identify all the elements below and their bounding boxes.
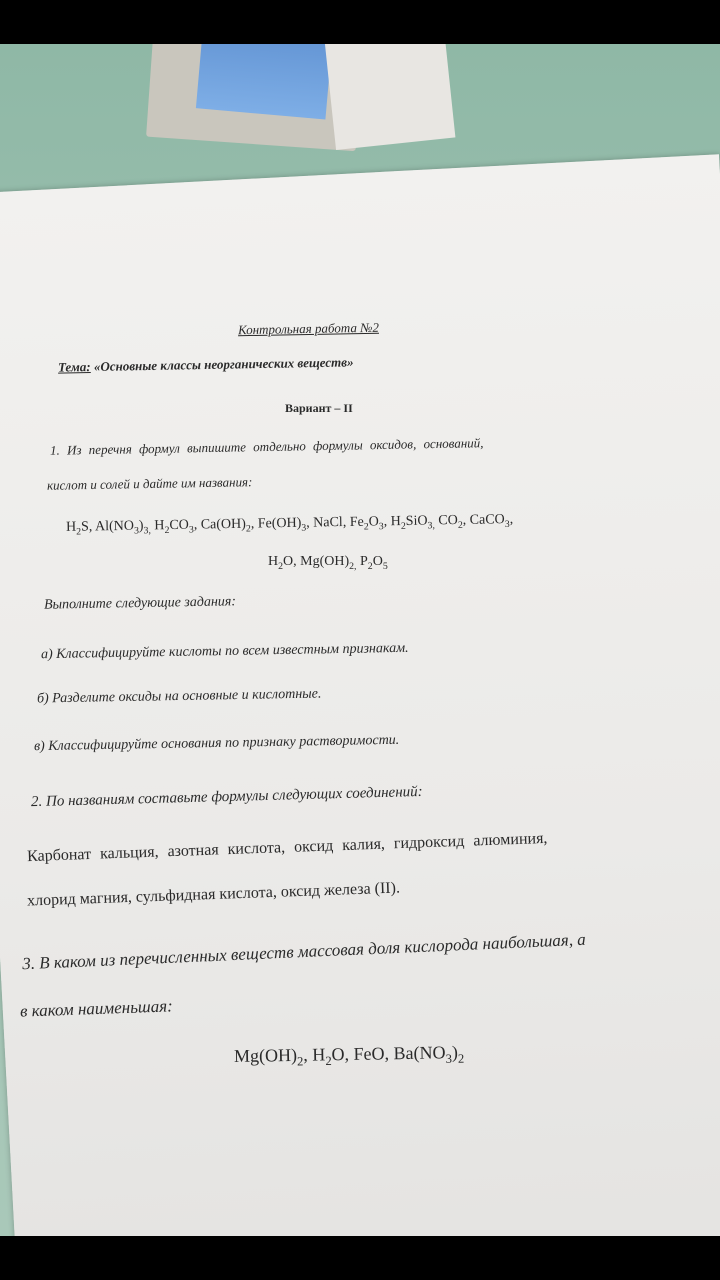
doc-theme [58, 354, 354, 375]
theme-label: Тема: [57, 359, 91, 375]
question-2-compounds-1: Карбонат кальция, азотная кислота, оксид калия, гидроксид алюминия, [26, 829, 548, 866]
question-2: 2. По названиям составьте формулы следующих соединений: [30, 783, 423, 811]
task-a: а) Классифицируйте кислоты по всем известным признакам. [40, 640, 409, 663]
sheet-content [0, 44, 720, 1236]
formulas-question-3: $Mg(OH)_2$, $H_2O$, FeO, $Ba(NO_3)_2$ [233, 1042, 465, 1069]
variant: Вариант – II [285, 401, 353, 415]
doc-title: Контрольная работа №2 [237, 319, 380, 338]
question-1-line-1: 1. Из перечня формул выпишите отдельно формулы оксидов, оснований, [49, 435, 484, 458]
task-c: в) Классифицируйте основания по признаку растворимости. [33, 732, 400, 755]
formulas-list-2: $H_2O$, $Mg(OH)_{2,}$ $P_2O_5$ [268, 554, 388, 572]
question-3-line-2: в каком наименьшая: [19, 996, 174, 1021]
question-1-line-2: кислот и солей и дайте им названия: [46, 474, 253, 493]
theme-text: «Основные классы неорганических веществ» [93, 354, 354, 374]
tasks-header: Выполните следующие задания: [43, 594, 237, 613]
photo [0, 44, 720, 1236]
question-3-line-1: 3. В каком из перечисленных веществ массовая доля кислорода наибольшая, а [21, 929, 587, 974]
formulas-list-1: $H_2S$, $Al(NO_3)_{3,}$ $H_2CO_3$, $Ca(OH)_2$, $Fe(OH)_3$, NaCl, $Fe_2O_3$, $H_2SiO_{3,}$ $CO_2$, CaCO$_3$, [65, 512, 514, 538]
question-2-compounds-2: хлорид магния, сульфидная кислота, оксид железа (II). [26, 879, 401, 910]
task-b: б) Разделите оксиды на основные и кислотные. [36, 686, 322, 707]
